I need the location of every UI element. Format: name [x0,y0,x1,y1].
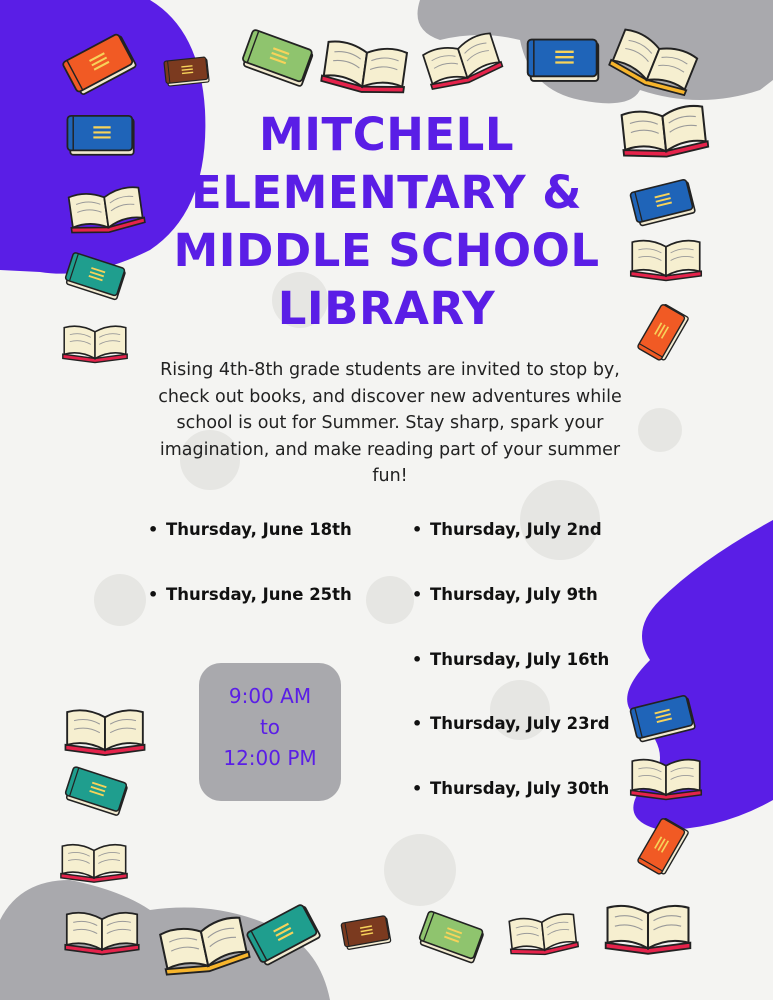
title-line: MIDDLE SCHOOL [173,224,600,277]
bullet-icon: • [412,650,423,669]
date-item [148,585,352,604]
date-label: Thursday, July 16th [430,650,610,669]
title-line: MITCHELL [259,108,514,161]
bullet-icon: • [412,779,423,798]
time-end: 12:00 PM [223,746,317,770]
date-label: Thursday, June 25th [166,585,352,604]
time-start: 9:00 AM [228,684,312,708]
bullet-icon: • [148,520,159,539]
intro-paragraph: Rising 4th-8th grade students are invited to stop by, check out books, and discover new adventures while school is out for Summer. Stay sharp, spark your imagination, and make reading part of your summer fun! [158,360,622,486]
date-label: Thursday, July 30th [430,779,610,798]
dates-list-june [148,520,378,640]
date-item [412,585,598,604]
page-title [130,106,643,338]
date-item [412,779,609,798]
date-label: Thursday, July 9th [430,585,598,604]
bullet-icon: • [412,714,423,733]
date-label: Thursday, June 18th [166,520,352,539]
bullet-icon: • [412,520,423,539]
dates-list-july [412,520,642,820]
date-item [412,520,602,539]
date-item [412,650,609,669]
bullet-icon: • [148,585,159,604]
title-line: ELEMENTARY & [190,166,583,219]
date-label: Thursday, July 23rd [430,714,610,733]
date-item [412,714,610,733]
date-label: Thursday, July 2nd [430,520,602,539]
time-text [199,681,341,774]
date-item [148,520,352,539]
title-line: LIBRARY [277,282,496,335]
bullet-icon: • [412,585,423,604]
time-separator: to [259,715,281,739]
